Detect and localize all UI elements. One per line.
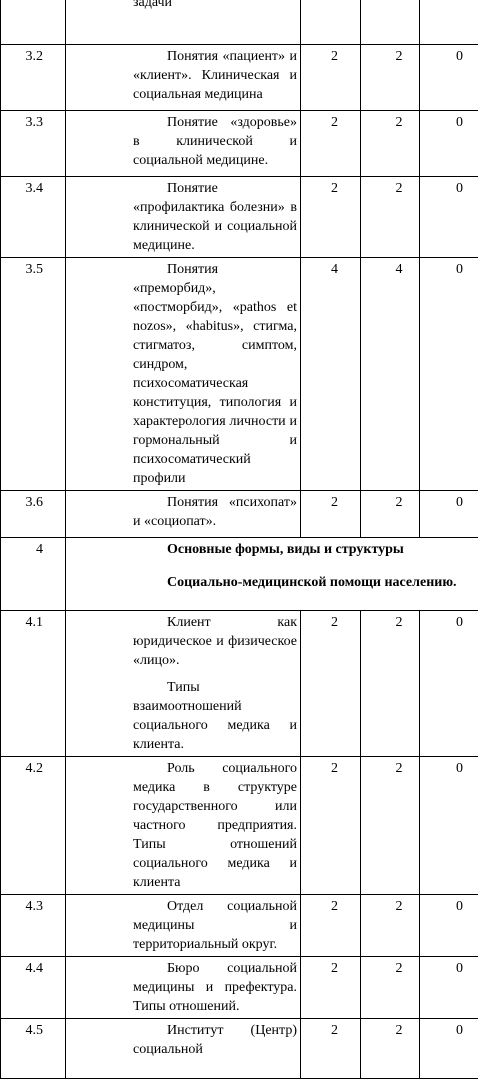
hours-lectures: 2 xyxy=(361,757,420,895)
hours-total: 4 xyxy=(301,258,361,491)
row-number: 4.3 xyxy=(1,895,66,957)
topic-text: Клиент как юридическое и физическое «лицо». xyxy=(133,613,297,670)
topic-cell xyxy=(66,611,301,757)
hours-lectures: 2 xyxy=(361,895,420,957)
hours-seminars: 0 xyxy=(420,611,478,757)
hours-seminars: 0 xyxy=(420,957,478,1019)
topic-text: Бюро социальной медицины и префектура. Типы отношений. xyxy=(133,959,297,1016)
hours-total: 2 xyxy=(301,491,361,538)
row-number xyxy=(1,0,66,45)
topic-text: Понятие «профилактика болезни» в клинической и социальной медицине. xyxy=(133,179,297,255)
row-number: 3.4 xyxy=(1,177,66,258)
hours-total: 2 xyxy=(301,895,361,957)
row-number: 4.2 xyxy=(1,757,66,895)
topic-cell xyxy=(66,491,301,538)
hours-total xyxy=(301,0,361,45)
row-number: 4.4 xyxy=(1,957,66,1019)
topic-text: Типы взаимоотношений социального медика и клиента. xyxy=(133,678,297,754)
topic-text: Роль социального медика в структуре государственного или частного предприятия. Типы отношений социального медика и клиента xyxy=(133,759,297,892)
topic-cell xyxy=(66,177,301,258)
hours-total: 2 xyxy=(301,957,361,1019)
hours-total: 2 xyxy=(301,611,361,757)
hours-seminars xyxy=(420,0,478,45)
row-number: 3.3 xyxy=(1,111,66,177)
topic-cell xyxy=(66,1019,301,1079)
topic-cell xyxy=(66,111,301,177)
hours-seminars: 0 xyxy=(420,757,478,895)
topic-text: Понятие «здоровье» в клинической и социальной медицине. xyxy=(133,113,297,170)
table-row xyxy=(1,177,478,258)
hours-seminars: 0 xyxy=(420,111,478,177)
topic-text: Отдел социальной медицины и территориальный округ. xyxy=(133,897,297,954)
topic-text: Понятия «преморбид», «постморбид», «pathos et nozos», «habitus», стигма, стигматоз, симптом, синдром, психосоматическая конституция, типология и характерология личности и гормональный и психосоматический профили xyxy=(133,260,297,488)
table-row xyxy=(1,0,478,45)
table-row xyxy=(1,45,478,111)
table-row xyxy=(1,895,478,957)
topic-text: задачи xyxy=(133,0,297,12)
hours-seminars: 0 xyxy=(420,895,478,957)
topic-text: Понятия «пациент» и «клиент». Клиническая и социальная медицина xyxy=(133,47,297,104)
hours-seminars: 0 xyxy=(420,45,478,111)
table-row xyxy=(1,957,478,1019)
hours-lectures: 2 xyxy=(361,111,420,177)
topic-cell xyxy=(66,957,301,1019)
row-number: 4.5 xyxy=(1,1019,66,1079)
row-number: 4.1 xyxy=(1,611,66,757)
hours-total: 2 xyxy=(301,757,361,895)
table-row xyxy=(1,491,478,538)
hours-total: 2 xyxy=(301,1019,361,1079)
hours-seminars: 0 xyxy=(420,177,478,258)
hours-lectures: 2 xyxy=(361,611,420,757)
topic-cell xyxy=(66,0,301,45)
hours-total: 2 xyxy=(301,111,361,177)
topic-cell xyxy=(66,45,301,111)
section-row xyxy=(1,538,478,611)
topic-cell xyxy=(66,757,301,895)
topic-text: Понятия «психопат» и «социопат». xyxy=(133,493,297,531)
row-number: 3.6 xyxy=(1,491,66,538)
hours-lectures xyxy=(361,0,420,45)
hours-lectures: 2 xyxy=(361,957,420,1019)
section-title-line: Социально-медицинской помощи населению. xyxy=(167,573,475,592)
row-number: 3.2 xyxy=(1,45,66,111)
hours-seminars: 0 xyxy=(420,258,478,491)
table-row xyxy=(1,111,478,177)
section-title-cell xyxy=(66,538,478,611)
topic-cell xyxy=(66,895,301,957)
hours-lectures: 2 xyxy=(361,45,420,111)
hours-total: 2 xyxy=(301,45,361,111)
hours-lectures: 2 xyxy=(361,491,420,538)
hours-lectures: 4 xyxy=(361,258,420,491)
hours-seminars: 0 xyxy=(420,491,478,538)
hours-lectures: 2 xyxy=(361,1019,420,1079)
hours-lectures: 2 xyxy=(361,177,420,258)
section-title-line: Основные формы, виды и структуры xyxy=(167,540,475,559)
row-number: 3.5 xyxy=(1,258,66,491)
hours-seminars: 0 xyxy=(420,1019,478,1079)
table-row xyxy=(1,1019,478,1079)
topic-cell xyxy=(66,258,301,491)
hours-total: 2 xyxy=(301,177,361,258)
topic-text: Институт (Центр) социальной xyxy=(133,1021,297,1059)
section-number: 4 xyxy=(1,538,66,611)
table-row xyxy=(1,258,478,491)
table-row xyxy=(1,757,478,895)
table-row xyxy=(1,611,478,757)
